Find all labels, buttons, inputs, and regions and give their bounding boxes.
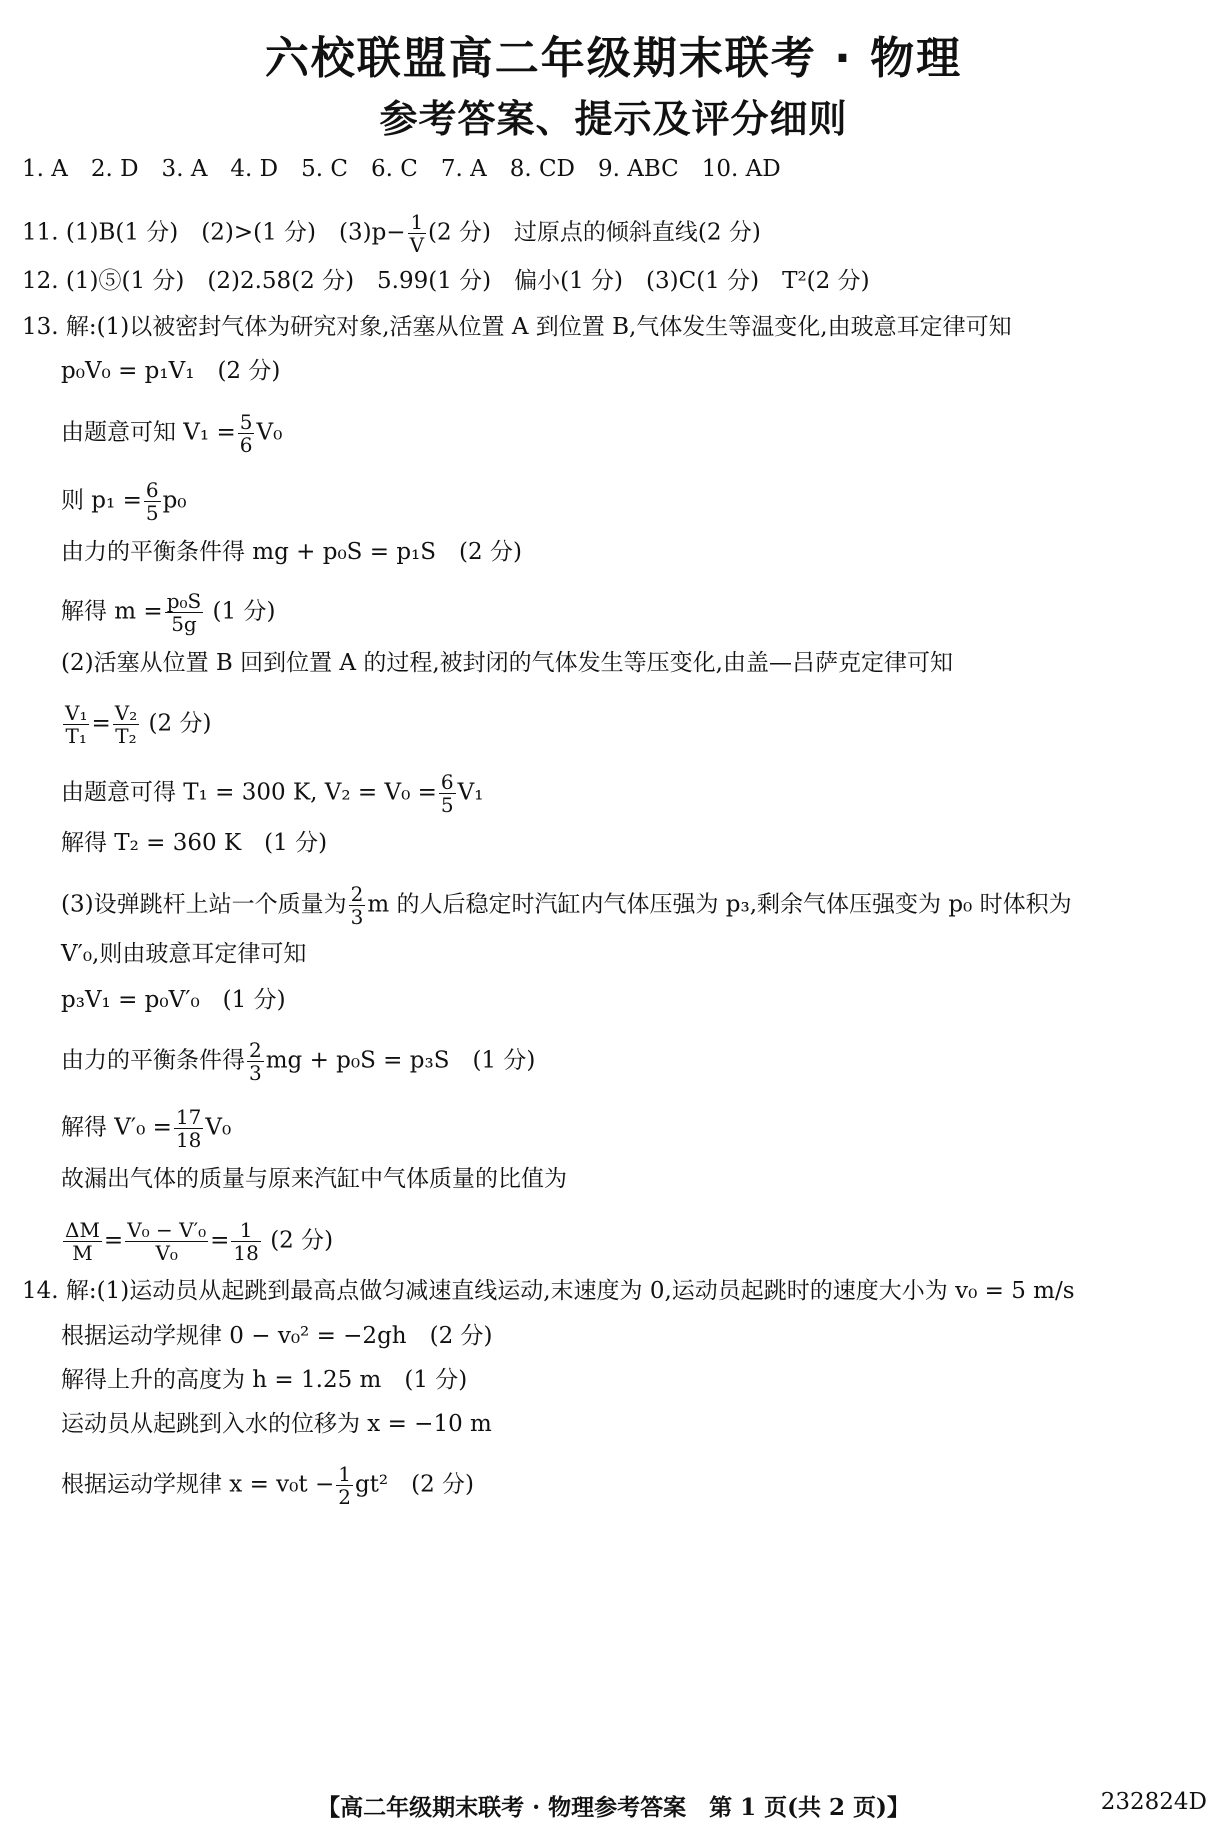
equation-line: $\frac{\Delta M}{M}$ = $\frac{\text{V₀ − V′₀}}{\text{V₀}}$ = $\frac{1}{18}$ (2 分) <box>65 1218 334 1265</box>
equation-line: 运动员从起跳到入水的位移为 x = −10 m <box>61 1411 492 1437</box>
fraction: $\frac{\Delta M}{M}$ <box>65 1218 100 1265</box>
equation-line: 由题意可得 T₁ = 300 K, V₂ = V₀ = $\frac{6}{5}$ V₁ <box>61 770 484 817</box>
equation-line: 解得上升的高度为 h = 1.25 m (1 分) <box>61 1367 468 1393</box>
equation-line: 由题意可知 V₁ = $\frac{5}{6}$ V₀ <box>61 410 283 457</box>
q14-intro: 14. 解:(1)运动员从起跳到最高点做匀减速直线运动,末速度为 0,运动员起跳时的速度大小为 v₀ = 5 m/s <box>22 1278 1075 1304</box>
fraction: $\frac{6}{5}$ <box>145 478 159 525</box>
multiple-choice-answers: 1. A 2. D 3. A 4. D 5. C 6. C 7. A 8. CD 9. ABC 10. AD <box>22 156 781 182</box>
equation-line: 由力的平衡条件得 mg + p₀S = p₁S (2 分) <box>61 539 522 565</box>
page-subtitle: 参考答案、提示及评分细则 <box>379 97 848 141</box>
text-line: 故漏出气体的质量与原来汽缸中气体质量的比值为 <box>61 1166 567 1192</box>
equation-line: 解得 T₂ = 360 K (1 分) <box>61 830 328 856</box>
equation-line: p₀V₀ = p₁V₁ (2 分) <box>61 358 281 384</box>
fraction: $\frac{17}{18}$ <box>175 1105 202 1152</box>
fraction: $\frac{\text{V₁}}{\text{T₁}}$ <box>65 701 88 748</box>
fraction: $\frac{2}{3}$ <box>249 1038 262 1085</box>
equation-line: 解得 m = $\frac{\text{p₀S}}{5g}$ (1 分) <box>61 589 276 636</box>
page-title: 六校联盟高二年级期末联考 · 物理 <box>264 33 963 84</box>
equation-line: $\frac{\text{V₁}}{\text{T₁}}$ = $\frac{\text{V₂}}{\text{T₂}}$ (2 分) <box>65 701 212 748</box>
q13-part2: (2)活塞从位置 B 回到位置 A 的过程,被封闭的气体发生等压变化,由盖—吕萨克定律可知 <box>61 650 953 676</box>
fraction: $\frac{1}{2}$ <box>338 1462 351 1509</box>
q12-answer: 12. (1)⑤(1 分) (2)2.58(2 分) 5.99(1 分) 偏小(1 分) (3)C(1 分) T²(2 分) <box>22 268 870 294</box>
fraction: $\frac{\text{V₂}}{\text{T₂}}$ <box>114 701 138 748</box>
q13-part3: (3)设弹跳杆上站一个质量为 $\frac{2}{3}$ m 的人后稳定时汽缸内气体压强为 p₃,剩余气体压强变为 p₀ 时体积为 <box>61 882 1072 929</box>
fraction: $\frac{2}{3}$ <box>350 882 364 929</box>
footer-title: 【高二年级期末联考 · 物理参考答案 第 1 页(共 2 页)】 <box>317 1794 910 1821</box>
equation-line: 由力的平衡条件得 $\frac{2}{3}$ mg + p₀S = p₃S (1 分) <box>61 1038 536 1085</box>
q11-answer: 11. (1)B(1 分) (2)>(1 分) (3)p− $\frac{1}{V}$ (2 分) 过原点的倾斜直线(2 分) <box>22 210 761 257</box>
fraction: $\frac{1}{V}$ <box>409 210 425 257</box>
equation-line: 解得 V′₀ = $\frac{17}{18}$ V₀ <box>61 1105 232 1152</box>
equation-line: 则 p₁ = $\frac{6}{5}$ p₀ <box>61 478 187 525</box>
text-line: V′₀,则由玻意耳定律可知 <box>61 941 307 967</box>
fraction: $\frac{1}{18}$ <box>233 1218 259 1265</box>
equation-line: p₃V₁ = p₀V′₀ (1 分) <box>61 987 286 1013</box>
equation-line: 根据运动学规律 x = v₀t − $\frac{1}{2}$ gt² (2 分) <box>61 1462 475 1509</box>
equation-line: 根据运动学规律 0 − v₀² = −2gh (2 分) <box>61 1323 493 1349</box>
document-code: 232824D <box>1100 1789 1207 1815</box>
fraction: $\frac{\text{V₀ − V′₀}}{\text{V₀}}$ <box>127 1218 207 1265</box>
fraction: $\frac{\text{p₀S}}{5g}$ <box>166 589 202 636</box>
q13-intro: 13. 解:(1)以被密封气体为研究对象,活塞从位置 A 到位置 B,气体发生等温变化,由玻意耳定律可知 <box>22 314 1012 340</box>
fraction: $\frac{5}{6}$ <box>239 410 253 457</box>
fraction: $\frac{6}{5}$ <box>440 770 454 817</box>
